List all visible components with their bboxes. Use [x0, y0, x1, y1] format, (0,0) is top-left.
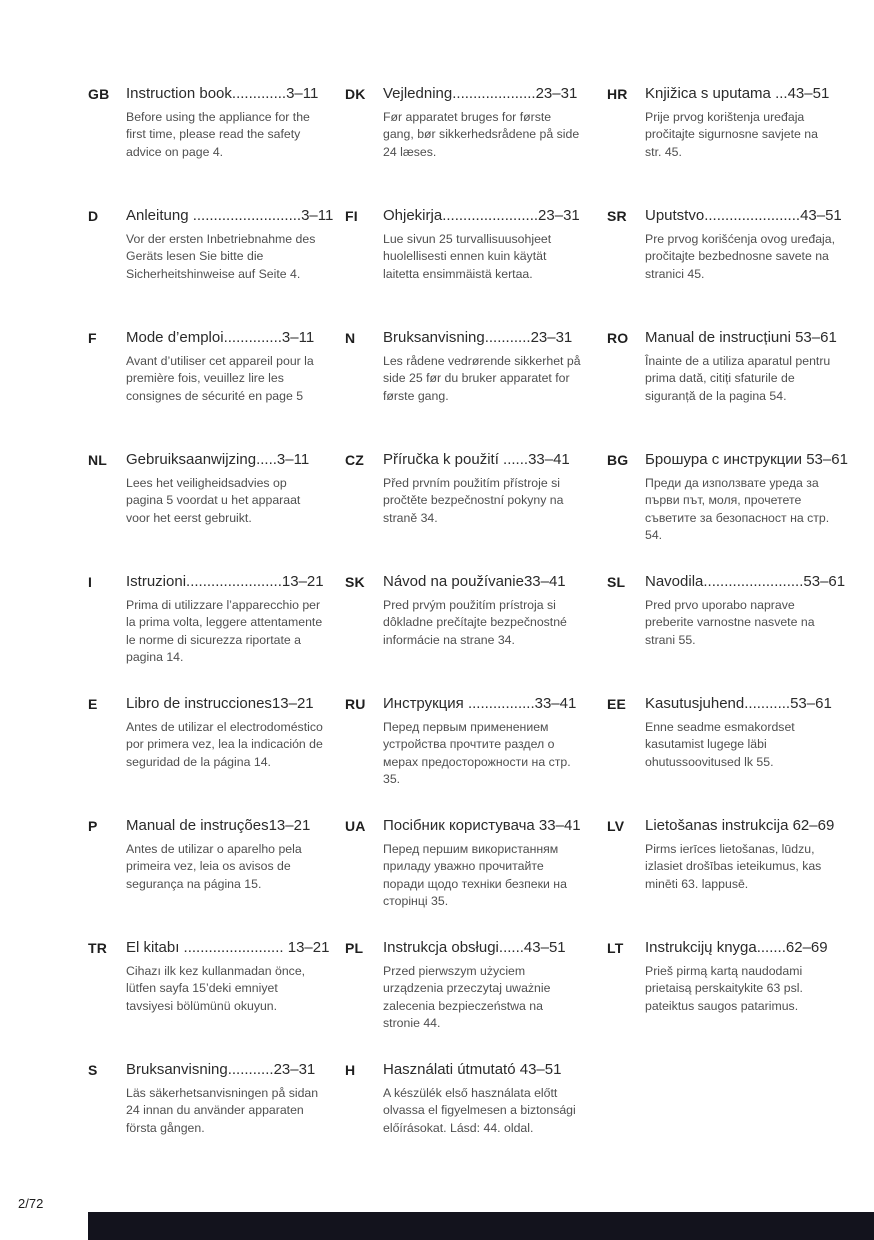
entry-description: Преди да използвате уреда за първи път, моля, прочетете съветите за безопасност на стр. 54. [645, 476, 830, 543]
leader-dots: ..... [256, 451, 277, 468]
entry-title-line [126, 816, 328, 836]
language-code: F [88, 330, 97, 346]
toc-entry [607, 84, 837, 206]
page-range: 23–31 [535, 85, 578, 102]
toc-entry [88, 938, 345, 1060]
page-range: 33–41 [534, 695, 577, 712]
entry-description: Läs säkerhetsanvisningen på sidan 24 innan du använder apparaten första gången. [126, 1086, 319, 1135]
toc-entry [607, 450, 848, 572]
entry-body [126, 816, 328, 893]
entry-body [126, 694, 328, 771]
page-range: 3–11 [301, 207, 334, 224]
language-code: GB [88, 86, 110, 102]
entry-title: Bruksanvisning [383, 329, 485, 346]
page-range: 43–51 [800, 207, 842, 224]
page-range: 43–51 [787, 85, 830, 102]
page-range: 43–51 [523, 939, 566, 956]
entry-title-line [645, 328, 837, 348]
entry-title: Bruksanvisning [126, 1061, 228, 1078]
entry-description: Prieš pirmą kartą naudodami prietaisą perskaitykite 63 psl. pateiktus saugos patarimus. [645, 964, 803, 1013]
leader-dots: ........................ [183, 939, 284, 956]
entry-body [645, 816, 837, 893]
page-range: 13–21 [271, 695, 314, 712]
page-range: 53–61 [795, 329, 837, 346]
entry-body [126, 450, 328, 527]
entry-title: Инструкция [383, 695, 468, 712]
leader-dots: ... [775, 85, 788, 102]
language-code: S [88, 1062, 98, 1078]
entry-title-line [126, 328, 328, 348]
entry-title: Lietošanas instrukcija [645, 817, 789, 834]
entry-description: Prije prvog korištenja uređaja pročitajte sigurnosne savjete na str. 45. [645, 110, 818, 159]
entry-description: Înainte de a utiliza aparatul pentru prima dată, citiți sfaturile de siguranță de la pagina 54. [645, 354, 831, 403]
language-code: H [345, 1062, 356, 1078]
entry-description: Pred prvým použitím prístroja si dôkladne prečítajte bezpečnostné informácie na strane 34. [383, 598, 567, 647]
entry-description: Перед першим використанням приладу уважно прочитайте поради щодо техніки безпеки на сторінці 35. [383, 842, 567, 909]
page-range: 33–41 [523, 573, 566, 590]
entry-description: Before using the appliance for the first time, please read the safety advice on page 4. [126, 110, 310, 159]
leader-dots: ........... [744, 695, 791, 712]
entry-title: Příručka k použití [383, 451, 504, 468]
entry-title: Посібник користувача [383, 817, 535, 834]
language-code: BG [607, 452, 629, 468]
entry-title-line [126, 84, 328, 104]
language-code: LV [607, 818, 625, 834]
entry-title: Ohjekirja [383, 207, 443, 224]
entry-body [645, 694, 837, 771]
entry-body [645, 450, 847, 545]
entry-description: Przed pierwszym użyciem urządzenia przeczytaj uważnie zalecenia bezpieczeństwa na stronie 44. [383, 964, 551, 1031]
page-range: 23–31 [530, 329, 573, 346]
entry-body [383, 938, 585, 1033]
entry-description: Pirms ierīces lietošanas, lūdzu, izlasiet drošības ieteikumus, kas minēti 63. lappusē. [645, 842, 822, 891]
toc-entry [345, 206, 607, 328]
entry-title: Mode d’emploi [126, 329, 224, 346]
language-code: D [88, 208, 99, 224]
entry-title-line [645, 572, 845, 592]
page-range: 13–21 [268, 817, 311, 834]
entry-body [645, 206, 842, 283]
page-range: 13–21 [283, 939, 330, 956]
page-range: 3–11 [281, 329, 315, 346]
language-code: RO [607, 330, 629, 346]
language-code: SR [607, 208, 627, 224]
language-code: FI [345, 208, 358, 224]
entry-description: Pred prvo uporabo naprave preberite varnostne nasvete na strani 55. [645, 598, 815, 647]
entry-title: Navodila [645, 573, 704, 590]
entry-title-line [383, 938, 585, 958]
leader-dots: ...... [503, 451, 529, 468]
entry-body [645, 938, 837, 1015]
toc-entry [607, 816, 837, 938]
footer-bar [88, 1212, 874, 1240]
page-range: 53–61 [806, 451, 848, 468]
entry-title: Knjižica s uputama [645, 85, 776, 102]
language-code: RU [345, 696, 366, 712]
entry-description: Před prvním použitím přístroje si pročtěte bezpečnostní pokyny na straně 34. [383, 476, 564, 525]
leader-dots: ........... [484, 329, 531, 346]
page-range: 3–11 [286, 85, 319, 102]
entry-description: Lees het veiligheidsadvies op pagina 5 voordat u het apparaat voor het eerst gebruikt. [126, 476, 301, 525]
toc-grid [88, 84, 848, 1182]
toc-entry [88, 328, 345, 450]
leader-dots: ............. [231, 85, 287, 102]
entry-body [383, 84, 585, 161]
entry-title: Návod na používanie [383, 573, 524, 590]
leader-dots: ....................... [442, 207, 539, 224]
entry-description: Avant d’utiliser cet appareil pour la première fois, veuillez lire les consignes de sécurité en page 5 [126, 354, 314, 403]
entry-title: Instrukcijų knyga [645, 939, 757, 956]
entry-title-line [383, 694, 585, 714]
entry-title: Брошура с инструкции [645, 451, 803, 468]
entry-title-line [383, 84, 585, 104]
entry-title: Manual de instruções [126, 817, 269, 834]
entry-title-line [383, 1060, 585, 1080]
entry-body [126, 84, 328, 161]
entry-title-line [126, 1060, 328, 1080]
toc-entry [345, 1060, 607, 1182]
page-range: 43–51 [519, 1061, 562, 1078]
entry-description: Vor der ersten Inbetriebnahme des Geräts lesen Sie bitte die Sicherheitshinweise auf Seite 4. [126, 232, 316, 281]
entry-title-line [645, 84, 837, 104]
toc-entry [88, 206, 345, 328]
leader-dots: ................ [467, 695, 535, 712]
entry-title-line [383, 206, 585, 226]
entry-title: Használati útmutató [383, 1061, 516, 1078]
toc-entry [607, 328, 837, 450]
language-code: SL [607, 574, 626, 590]
toc-entry [345, 572, 607, 694]
toc-entry [345, 694, 607, 816]
entry-description: Før apparatet bruges for første gang, bør sikkerhedsrådene på side 24 læses. [383, 110, 580, 159]
entry-description: Prima di utilizzare l’apparecchio per la prima volta, leggere attentamente le norme di sicurezza riportate a pagina 14. [126, 598, 323, 665]
entry-title-line [126, 206, 334, 226]
toc-entry [88, 1060, 345, 1182]
language-code: HR [607, 86, 628, 102]
leader-dots: ........................ [703, 573, 804, 590]
page-range: 62–69 [792, 817, 835, 834]
toc-entry [345, 938, 607, 1060]
page-range: 33–41 [528, 451, 570, 468]
entry-title: Vejledning [383, 85, 453, 102]
entry-title-line [126, 938, 328, 958]
toc-entry [607, 206, 842, 328]
entry-body [383, 694, 585, 789]
entry-body [126, 328, 328, 405]
language-code: DK [345, 86, 366, 102]
entry-title: El kitabı [126, 939, 184, 956]
entry-title-line [645, 694, 837, 714]
leader-dots: .............. [223, 329, 282, 346]
page-number: 2/72 [18, 1196, 44, 1211]
entry-title: Instrukcja obsługi [383, 939, 499, 956]
toc-entry [88, 694, 345, 816]
page-range: 62–69 [785, 939, 828, 956]
entry-body [126, 938, 328, 1015]
entry-title-line [645, 816, 837, 836]
entry-title: Anleitung [126, 207, 193, 224]
entry-body [126, 572, 328, 667]
toc-entry [607, 938, 837, 1060]
entry-description: Lue sivun 25 turvallisuusohjeet huolellisesti ennen kuin käytät laitetta ensimmäistä kertaa. [383, 232, 552, 281]
entry-title: Instruction book [126, 85, 232, 102]
page-range: 33–41 [538, 817, 581, 834]
entry-title: Manual de instrucțiuni [645, 329, 791, 346]
entry-title-line [645, 206, 842, 226]
entry-title: Istruzioni [126, 573, 187, 590]
entry-body [383, 450, 585, 527]
toc-entry [345, 450, 607, 572]
entry-body [383, 206, 585, 283]
entry-body [383, 816, 585, 911]
entry-description: Antes de utilizar el electrodoméstico por primera vez, lea la indicación de seguridad de la página 14. [126, 720, 323, 769]
entry-title-line [126, 572, 328, 592]
entry-description: Antes de utilizar o aparelho pela primeira vez, leia os avisos de segurança na página 15. [126, 842, 302, 891]
entry-body [383, 572, 585, 649]
toc-entry [88, 450, 345, 572]
entry-title: Gebruiksaanwijzing [126, 451, 257, 468]
entry-description: A készülék első használata előtt olvassa el figyelmesen a biztonsági előírásokat. Lásd: 44. oldal. [383, 1086, 576, 1135]
toc-entry [607, 694, 837, 816]
entry-description: Перед первым применением устройства прочтите раздел о мерах предосторожности на стр. 35. [383, 720, 571, 787]
entry-title-line [126, 450, 328, 470]
entry-body [126, 206, 334, 283]
toc-entry [345, 816, 607, 938]
entry-body [383, 328, 585, 405]
leader-dots: ....................... [704, 207, 801, 224]
entry-title: Libro de instrucciones [126, 695, 272, 712]
entry-title-line [645, 450, 847, 470]
entry-description: Enne seadme esmakordset kasutamist lugege läbi ohutussoovitused lk 55. [645, 720, 795, 769]
language-code: CZ [345, 452, 365, 468]
leader-dots: ....... [756, 939, 786, 956]
language-code: UA [345, 818, 366, 834]
entry-title: Kasutusjuhend [645, 695, 745, 712]
entry-body [383, 1060, 585, 1137]
entry-description: Pre prvog korišćenja ovog uređaja, pročitajte bezbednosne savete na stranici 45. [645, 232, 836, 281]
entry-title-line [645, 938, 837, 958]
language-code: EE [607, 696, 627, 712]
entry-title-line [383, 572, 585, 592]
language-code: P [88, 818, 98, 834]
entry-body [645, 572, 845, 649]
entry-title-line [126, 694, 328, 714]
entry-description: Les rådene vedrørende sikkerhet på side 25 før du bruker apparatet for første gang. [383, 354, 581, 403]
page-range: 53–61 [803, 573, 846, 590]
entry-title-line [383, 328, 585, 348]
toc-entry [345, 84, 607, 206]
entry-description: Cihazı ilk kez kullanmadan önce, lütfen sayfa 15’deki emniyet tavsiyesi bölümünü okuyun. [126, 964, 306, 1013]
entry-title-line [383, 816, 585, 836]
toc-content [88, 84, 848, 1182]
entry-body [645, 84, 837, 161]
page-range: 23–31 [273, 1061, 316, 1078]
leader-dots: .......................... [192, 207, 302, 224]
page-range: 53–61 [790, 695, 832, 712]
entry-title-line [383, 450, 585, 470]
entry-body [645, 328, 837, 405]
language-code: NL [88, 452, 108, 468]
page-range: 3–11 [276, 451, 310, 468]
page-range: 23–31 [538, 207, 580, 224]
toc-entry [607, 572, 846, 694]
language-code: SK [345, 574, 365, 590]
toc-entry [88, 84, 345, 206]
language-code: LT [607, 940, 624, 956]
leader-dots: ...... [498, 939, 524, 956]
page-range: 13–21 [281, 573, 324, 590]
toc-entry [88, 816, 345, 938]
leader-dots: ........... [227, 1061, 274, 1078]
toc-entry [345, 328, 607, 450]
leader-dots: .................... [452, 85, 536, 102]
language-code: TR [88, 940, 108, 956]
language-code: E [88, 696, 98, 712]
toc-entry [88, 572, 345, 694]
language-code: PL [345, 940, 364, 956]
language-code: I [88, 574, 93, 590]
language-code: N [345, 330, 356, 346]
leader-dots: ....................... [186, 573, 282, 590]
entry-title: Uputstvo [645, 207, 705, 224]
entry-body [126, 1060, 328, 1137]
